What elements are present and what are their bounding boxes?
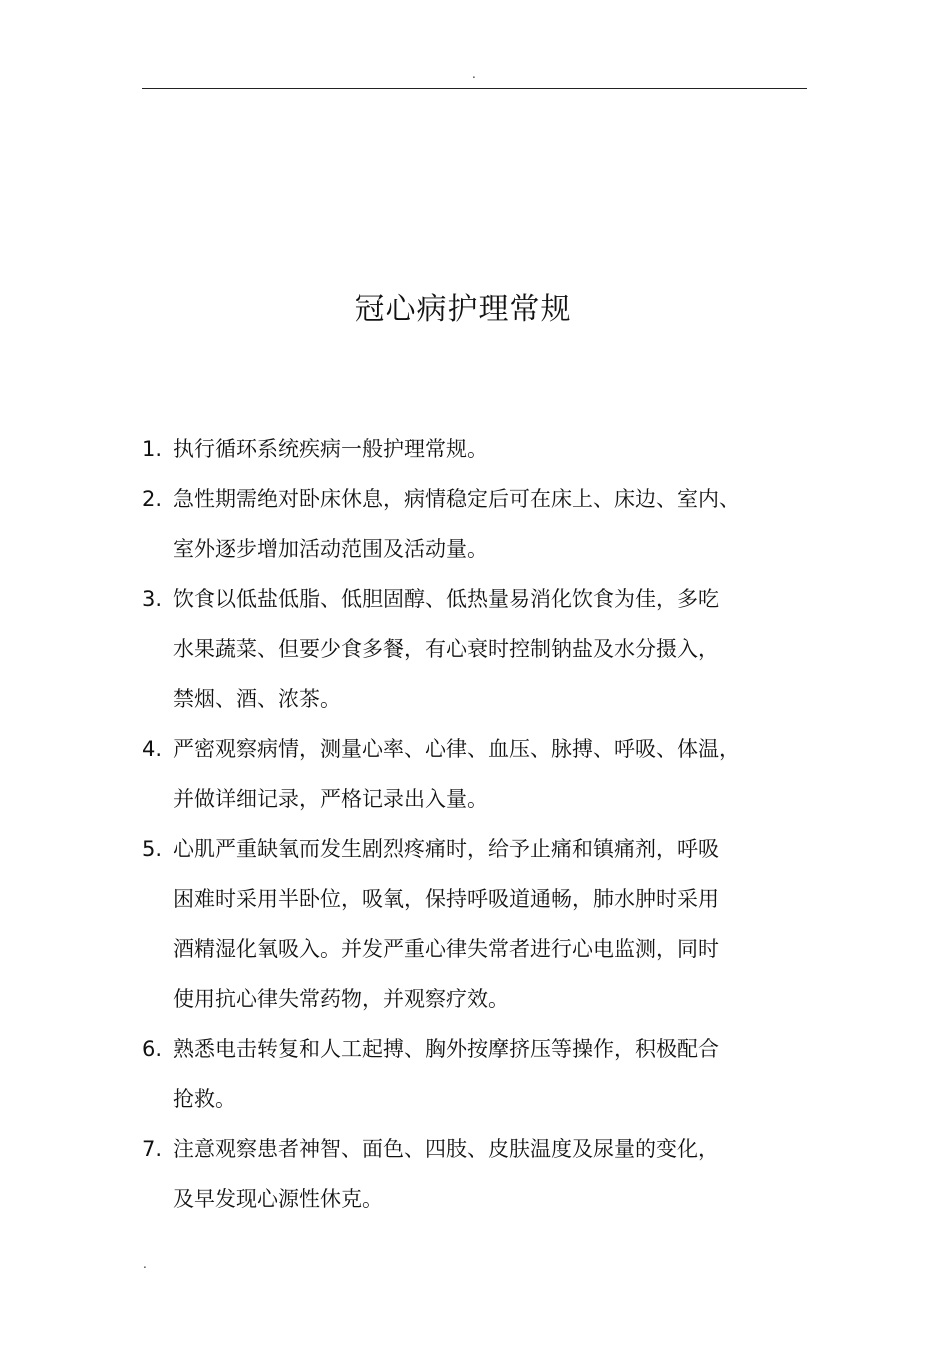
- item-line: 心肌严重缺氧而发生剧烈疼痛时，给予止痛和镇痛剂，呼吸: [173, 837, 719, 861]
- item-number: 2.: [142, 487, 163, 511]
- item-line: 困难时采用半卧位，吸氧，保持呼吸道通畅，肺水肿时采用: [173, 887, 719, 911]
- list-item: [142, 574, 782, 724]
- nursing-rules-list: [142, 424, 782, 1224]
- list-item: [142, 1024, 782, 1124]
- item-line: 饮食以低盐低脂、低胆固醇、低热量易消化饮食为佳，多吃: [173, 587, 719, 611]
- page-title: 冠心病护理常规: [354, 292, 572, 327]
- header-mark: .: [472, 67, 476, 81]
- footer-mark: .: [143, 1257, 147, 1271]
- item-line: 水果蔬菜、但要少食多餐，有心衰时控制钠盐及水分摄入，: [173, 637, 719, 661]
- item-line: 执行循环系统疾病一般护理常规。: [173, 437, 488, 461]
- header-rule: [142, 88, 807, 89]
- item-number: 4.: [142, 737, 163, 761]
- list-item: [142, 724, 782, 824]
- item-line: 严密观察病情，测量心率、心律、血压、脉搏、呼吸、体温，: [173, 737, 740, 761]
- item-line: 抢救。: [173, 1087, 236, 1111]
- list-item: [142, 474, 782, 574]
- item-number: 7.: [142, 1137, 163, 1161]
- item-line: 熟悉电击转复和人工起搏、胸外按摩挤压等操作，积极配合: [173, 1037, 719, 1061]
- item-line: 急性期需绝对卧床休息，病情稳定后可在床上、床边、室内、: [173, 487, 740, 511]
- item-line: 酒精湿化氧吸入。并发严重心律失常者进行心电监测，同时: [173, 937, 719, 961]
- item-number: 1.: [142, 437, 163, 461]
- item-number: 3.: [142, 587, 163, 611]
- item-line: 禁烟、酒、浓茶。: [173, 687, 341, 711]
- item-number: 6.: [142, 1037, 163, 1061]
- item-number: 5.: [142, 837, 163, 861]
- item-line: 室外逐步增加活动范围及活动量。: [173, 537, 488, 561]
- item-line: 使用抗心律失常药物，并观察疗效。: [173, 987, 509, 1011]
- item-line: 及早发现心源性休克。: [173, 1187, 383, 1211]
- list-item: [142, 1124, 782, 1224]
- item-line: 并做详细记录，严格记录出入量。: [173, 787, 488, 811]
- list-item: [142, 824, 782, 1024]
- item-line: 注意观察患者神智、面色、四肢、皮肤温度及尿量的变化，: [173, 1137, 719, 1161]
- list-item: [142, 424, 782, 474]
